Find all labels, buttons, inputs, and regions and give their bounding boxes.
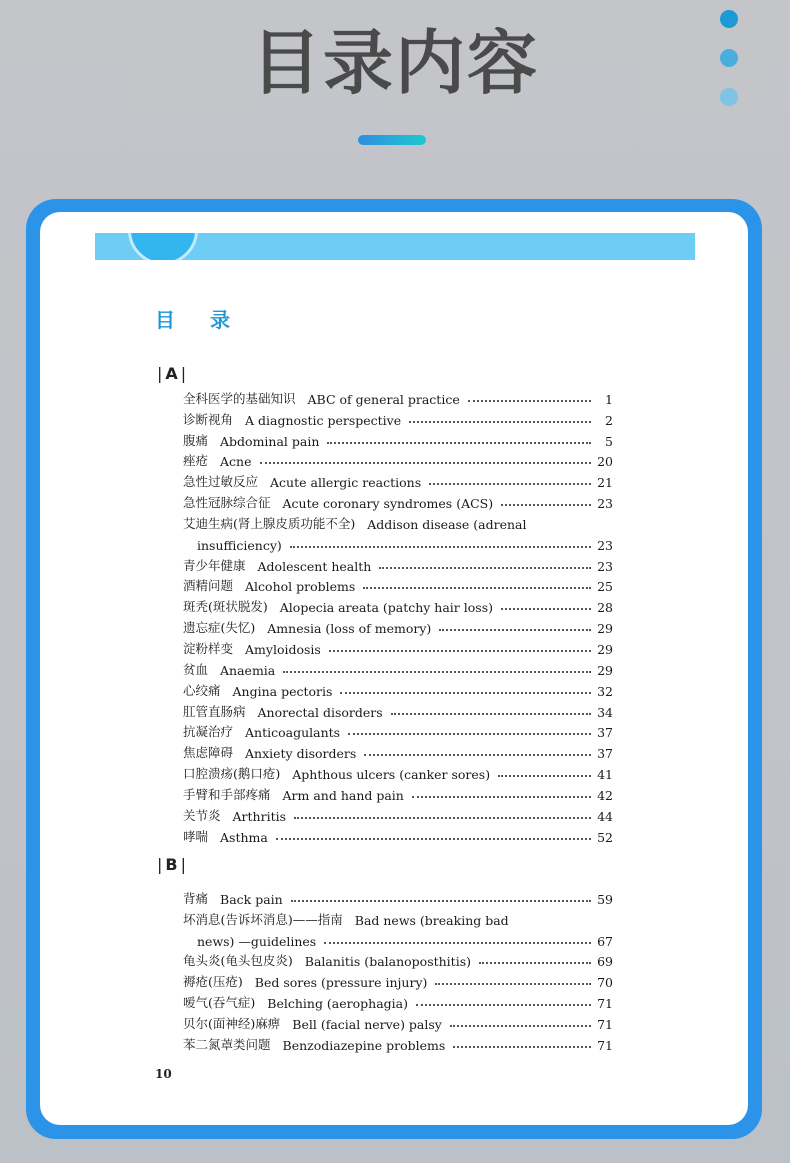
dot-leader bbox=[439, 629, 591, 631]
toc-entry bbox=[183, 907, 613, 928]
dot-leader bbox=[409, 421, 591, 423]
entry-chinese-title: 坏消息(告诉坏消息)——指南 bbox=[183, 911, 343, 927]
toc-entry bbox=[183, 720, 613, 741]
entry-chinese-title: 艾迪生病(肾上腺皮质功能不全) bbox=[183, 515, 356, 531]
dot-leader bbox=[324, 942, 591, 944]
entry-chinese-title: 嗳气(吞气症) bbox=[183, 995, 256, 1011]
dot-leader bbox=[501, 504, 591, 506]
entry-english-title: Amyloidosis bbox=[245, 641, 321, 657]
book-page bbox=[40, 212, 748, 1125]
dot-leader bbox=[468, 400, 591, 402]
entry-english-title: Anaemia bbox=[220, 662, 276, 678]
toc-entry bbox=[183, 886, 613, 907]
entry-english-title: insufficiency) bbox=[197, 537, 282, 553]
dot-leader bbox=[479, 962, 591, 964]
entry-page-number: 20 bbox=[597, 454, 613, 470]
toc-entry bbox=[183, 511, 613, 532]
dot-leader bbox=[501, 608, 591, 610]
dot-leader bbox=[329, 650, 591, 652]
entry-page-number: 23 bbox=[597, 496, 613, 512]
entry-chinese-title: 淀粉样变 bbox=[183, 640, 234, 656]
entry-page-number: 71 bbox=[597, 1016, 613, 1032]
entry-page-number: 70 bbox=[597, 975, 613, 991]
entry-page-number: 37 bbox=[597, 746, 613, 762]
entry-chinese-title: 手臂和手部疼痛 bbox=[183, 786, 271, 802]
entry-english-title: news) —guidelines bbox=[197, 933, 317, 949]
entry-page-number: 42 bbox=[597, 787, 613, 803]
entry-english-title: Adolescent health bbox=[257, 558, 372, 574]
entry-chinese-title: 口腔溃疡(鹅口疮) bbox=[183, 766, 281, 782]
entry-english-title: Acute coronary syndromes (ACS) bbox=[282, 496, 494, 512]
entry-english-title: Bed sores (pressure injury) bbox=[254, 975, 428, 991]
entry-page-number: 59 bbox=[597, 891, 613, 907]
section-letter: A bbox=[165, 364, 178, 383]
entry-chinese-title: 急性冠脉综合征 bbox=[183, 495, 271, 511]
page-heading: 目录内容 bbox=[251, 22, 539, 104]
entry-page-number: 44 bbox=[597, 808, 613, 824]
toc-entry bbox=[183, 594, 613, 615]
dot-leader bbox=[450, 1025, 591, 1027]
entry-page-number: 28 bbox=[597, 600, 613, 616]
page-number: 10 bbox=[155, 1067, 172, 1081]
entry-english-title: Arm and hand pain bbox=[282, 787, 404, 803]
entry-english-title: Aphthous ulcers (canker sores) bbox=[292, 767, 491, 783]
entry-english-title: A diagnostic perspective bbox=[245, 412, 402, 428]
dot-leader bbox=[290, 546, 591, 548]
dot-leader bbox=[260, 462, 592, 464]
toc-entry bbox=[183, 824, 613, 845]
entry-page-number: 67 bbox=[597, 933, 613, 949]
toc-entry bbox=[183, 636, 613, 657]
entry-english-title: Acute allergic reactions bbox=[270, 475, 422, 491]
section-heading-a: | A | bbox=[157, 364, 187, 383]
toc-entry bbox=[183, 1011, 613, 1032]
dot-leader bbox=[429, 483, 591, 485]
toc-entry bbox=[183, 449, 613, 470]
entry-english-title: Anorectal disorders bbox=[257, 704, 383, 720]
toc-entry bbox=[183, 532, 613, 553]
entry-page-number: 37 bbox=[597, 725, 613, 741]
section-letter: B bbox=[165, 855, 178, 874]
entry-english-title: Back pain bbox=[220, 891, 283, 907]
entry-chinese-title: 苯二氮䓬类问题 bbox=[183, 1036, 271, 1052]
dot-leader bbox=[435, 983, 591, 985]
entry-page-number: 2 bbox=[605, 412, 613, 428]
entry-english-title: Abdominal pain bbox=[220, 433, 320, 449]
entry-english-title: Acne bbox=[220, 454, 252, 470]
toc-entry bbox=[183, 803, 613, 824]
toc-entry bbox=[183, 990, 613, 1011]
entry-chinese-title: 诊断视角 bbox=[183, 411, 234, 427]
entry-chinese-title: 褥疮(压疮) bbox=[183, 974, 243, 990]
entry-chinese-title: 斑秃(斑状脱发) bbox=[183, 599, 268, 615]
toc-entry bbox=[183, 407, 613, 428]
entry-chinese-title: 抗凝治疗 bbox=[183, 724, 234, 740]
entry-chinese-title: 酒精问题 bbox=[183, 578, 234, 594]
entry-chinese-title: 龟头炎(龟头包皮炎) bbox=[183, 953, 293, 969]
toc-entry bbox=[183, 428, 613, 449]
toc-entry bbox=[183, 657, 613, 678]
entry-page-number: 29 bbox=[597, 662, 613, 678]
toc-entry bbox=[183, 678, 613, 699]
entry-chinese-title: 肛管直肠病 bbox=[183, 703, 246, 719]
circle-decoration-icon bbox=[128, 233, 198, 260]
entry-english-title: Alcohol problems bbox=[245, 579, 356, 595]
entry-english-title: Arthritis bbox=[232, 808, 287, 824]
entry-english-title: Anticoagulants bbox=[245, 725, 341, 741]
entry-english-title: Balanitis (balanoposthitis) bbox=[304, 954, 471, 970]
dot-leader bbox=[453, 1046, 591, 1048]
toc-entry bbox=[183, 949, 613, 970]
entry-chinese-title: 全科医学的基础知识 bbox=[183, 390, 296, 406]
dot-leader bbox=[283, 671, 591, 673]
header-band bbox=[95, 233, 695, 260]
dot-icon-1 bbox=[720, 10, 738, 28]
dot-leader bbox=[294, 817, 591, 819]
entry-english-title: Angina pectoris bbox=[232, 683, 333, 699]
entry-english-title: Benzodiazepine problems bbox=[282, 1037, 446, 1053]
dot-leader bbox=[412, 796, 591, 798]
entry-chinese-title: 哮喘 bbox=[183, 828, 209, 844]
entry-page-number: 29 bbox=[597, 621, 613, 637]
dot-leader bbox=[379, 567, 591, 569]
toc-entry bbox=[183, 386, 613, 407]
toc-entry bbox=[183, 469, 613, 490]
entry-chinese-title: 焦虑障碍 bbox=[183, 745, 234, 761]
dot-leader bbox=[498, 775, 591, 777]
toc-entry bbox=[183, 615, 613, 636]
dot-leader bbox=[340, 692, 591, 694]
toc-entry bbox=[183, 574, 613, 595]
entry-chinese-title: 贝尔(面神经)麻痹 bbox=[183, 1015, 281, 1031]
entry-page-number: 1 bbox=[605, 391, 613, 407]
entry-chinese-title: 青少年健康 bbox=[183, 557, 246, 573]
toc-list-a bbox=[183, 386, 613, 845]
toc-entry bbox=[183, 969, 613, 990]
entry-page-number: 21 bbox=[597, 475, 613, 491]
entry-page-number: 25 bbox=[597, 579, 613, 595]
entry-page-number: 5 bbox=[605, 433, 613, 449]
dot-leader bbox=[327, 442, 591, 444]
entry-page-number: 71 bbox=[597, 1037, 613, 1053]
dot-leader bbox=[363, 587, 591, 589]
entry-chinese-title: 背痛 bbox=[183, 890, 209, 906]
dot-leader bbox=[364, 754, 591, 756]
section-heading-b: | B | bbox=[157, 855, 186, 874]
entry-english-title: Anxiety disorders bbox=[245, 746, 357, 762]
dot-icon-3 bbox=[720, 88, 738, 106]
entry-page-number: 32 bbox=[597, 683, 613, 699]
entry-page-number: 71 bbox=[597, 996, 613, 1012]
toc-entry bbox=[183, 740, 613, 761]
toc-entry bbox=[183, 553, 613, 574]
dot-leader bbox=[276, 838, 591, 840]
toc-title: 目 录 bbox=[155, 308, 244, 332]
dot-leader bbox=[291, 900, 591, 902]
entry-english-title: ABC of general practice bbox=[307, 391, 460, 407]
entry-english-title: Addison disease (adrenal bbox=[367, 516, 527, 532]
entry-page-number: 23 bbox=[597, 558, 613, 574]
entry-english-title: Belching (aerophagia) bbox=[267, 996, 408, 1012]
entry-chinese-title: 心绞痛 bbox=[183, 682, 221, 698]
accent-bar bbox=[358, 135, 426, 145]
entry-chinese-title: 关节炎 bbox=[183, 807, 221, 823]
entry-chinese-title: 贫血 bbox=[183, 661, 209, 677]
entry-english-title: Bad news (breaking bad bbox=[354, 912, 509, 928]
entry-chinese-title: 腹痛 bbox=[183, 432, 209, 448]
entry-page-number: 69 bbox=[597, 954, 613, 970]
toc-entry bbox=[183, 928, 613, 949]
entry-chinese-title: 痤疮 bbox=[183, 453, 209, 469]
entry-page-number: 23 bbox=[597, 537, 613, 553]
entry-english-title: Asthma bbox=[220, 829, 268, 845]
toc-entry bbox=[183, 782, 613, 803]
entry-page-number: 29 bbox=[597, 641, 613, 657]
toc-entry bbox=[183, 699, 613, 720]
entry-page-number: 41 bbox=[597, 767, 613, 783]
entry-chinese-title: 遗忘症(失忆) bbox=[183, 620, 256, 636]
entry-english-title: Amnesia (loss of memory) bbox=[267, 621, 432, 637]
entry-english-title: Alopecia areata (patchy hair loss) bbox=[279, 600, 493, 616]
dot-leader bbox=[391, 713, 591, 715]
dot-leader bbox=[416, 1004, 591, 1006]
toc-list-b bbox=[183, 886, 613, 1053]
entry-page-number: 34 bbox=[597, 704, 613, 720]
toc-entry bbox=[183, 761, 613, 782]
entry-english-title: Bell (facial nerve) palsy bbox=[292, 1016, 442, 1032]
toc-entry bbox=[183, 1032, 613, 1053]
dot-leader bbox=[348, 733, 591, 735]
dot-icon-2 bbox=[720, 49, 738, 67]
entry-chinese-title: 急性过敏反应 bbox=[183, 474, 259, 490]
toc-entry bbox=[183, 490, 613, 511]
entry-page-number: 52 bbox=[597, 829, 613, 845]
